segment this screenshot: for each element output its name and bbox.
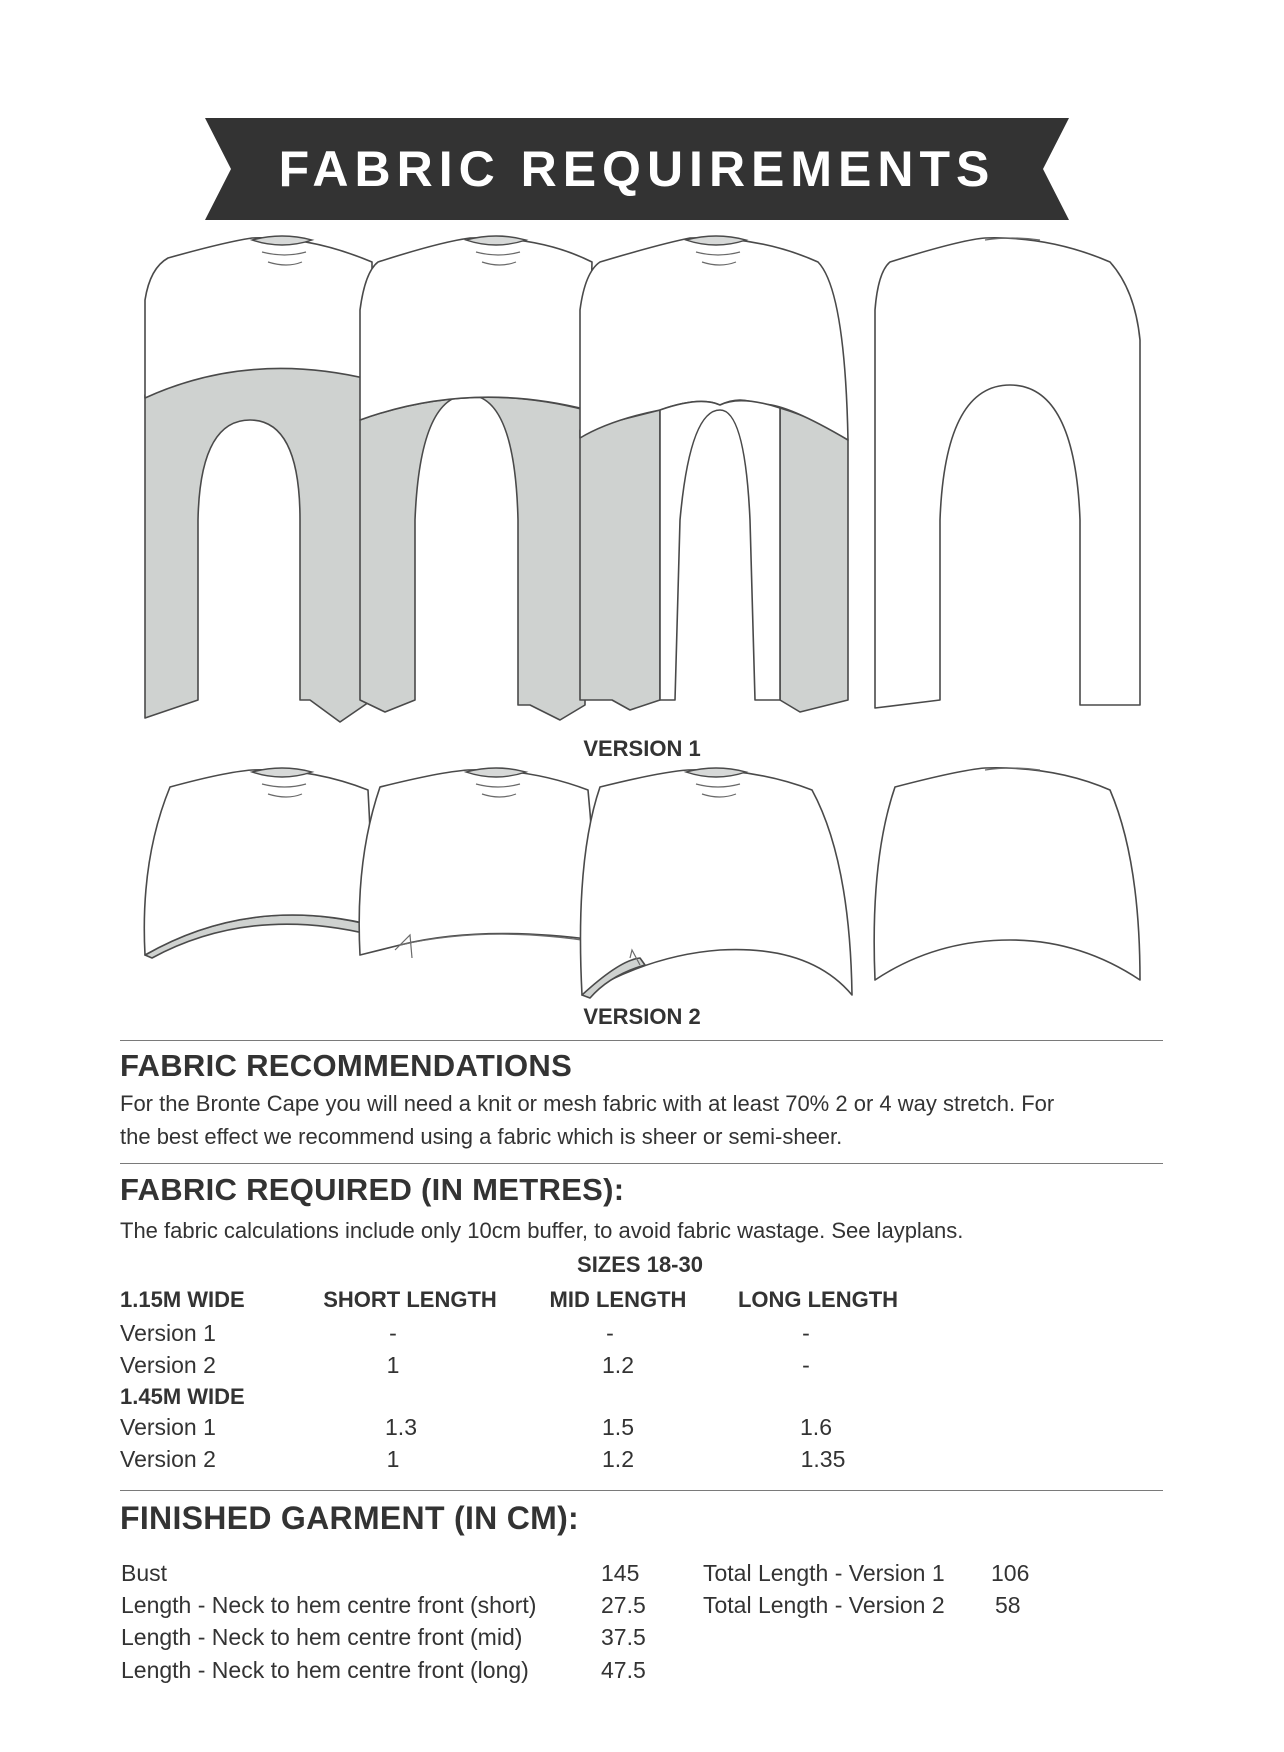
- measurement-label: Length - Neck to hem centre front (mid): [121, 1624, 523, 1650]
- width-label-115: 1.15M WIDE: [120, 1287, 245, 1312]
- version-1-caption: VERSION 1: [583, 736, 701, 761]
- total-length-label: Total Length - Version 1: [703, 1560, 945, 1586]
- measurement-value: 37.5: [601, 1624, 646, 1650]
- table-cell: -: [802, 1320, 810, 1346]
- column-long-length: LONG LENGTH: [737, 1287, 899, 1312]
- measurement-value: 27.5: [601, 1592, 646, 1618]
- measurement-value: 145: [601, 1560, 640, 1586]
- recommendations-line-2: the best effect we recommend using a fabric which is sheer or semi-sheer.: [120, 1124, 843, 1149]
- table-cell: -: [802, 1352, 810, 1378]
- fabric-recommendations-heading: FABRIC RECOMMENDATIONS: [120, 1048, 573, 1083]
- v1-garment-back: [875, 238, 1140, 708]
- table-cell: 1.35: [800, 1446, 846, 1472]
- table-cell: -: [606, 1320, 614, 1346]
- table-cell: 1.2: [602, 1352, 634, 1378]
- table-cell: 1: [386, 1446, 400, 1472]
- measurement-label: Bust: [121, 1560, 168, 1586]
- page-title: FABRIC REQUIREMENTS: [278, 141, 996, 197]
- fabric-required-heading: FABRIC REQUIRED (IN METRES):: [120, 1172, 625, 1207]
- width-label-145: 1.45M WIDE: [120, 1384, 245, 1409]
- sizes-label: SIZES 18-30: [577, 1252, 703, 1277]
- table-cell: -: [389, 1320, 397, 1346]
- version-2-caption: VERSION 2: [583, 1004, 701, 1029]
- table-cell: 1.5: [602, 1414, 634, 1440]
- measurement-label: Length - Neck to hem centre front (short): [121, 1592, 537, 1618]
- measurement-value: 47.5: [601, 1657, 646, 1683]
- v2-garment-3: [580, 768, 852, 998]
- column-mid-length: MID LENGTH: [549, 1287, 687, 1312]
- total-length-value: 58: [995, 1592, 1021, 1618]
- table-cell: 1: [386, 1352, 400, 1378]
- row-label: Version 2: [120, 1352, 216, 1378]
- table-cell: 1.2: [602, 1446, 634, 1472]
- measurement-label: Length - Neck to hem centre front (long): [121, 1657, 529, 1683]
- table-cell: 1.6: [800, 1414, 832, 1440]
- finished-garment-heading: FINISHED GARMENT (IN CM):: [120, 1500, 580, 1536]
- fabric-recommendations-text: [120, 1087, 1140, 1153]
- total-length-label: Total Length - Version 2: [703, 1592, 945, 1618]
- v2-garment-2: [359, 768, 595, 958]
- row-label: Version 2: [120, 1446, 216, 1472]
- v1-garment-long: [580, 236, 848, 712]
- divider: [120, 1163, 1163, 1164]
- row-label: Version 1: [120, 1414, 216, 1440]
- fabric-required-note: The fabric calculations include only 10cm buffer, to avoid fabric wastage. See layplans.: [120, 1218, 964, 1243]
- column-short-length: SHORT LENGTH: [323, 1287, 497, 1312]
- v1-garment-short: [145, 236, 372, 722]
- divider: [120, 1490, 1163, 1491]
- v2-garment-1: [144, 768, 372, 958]
- row-label: Version 1: [120, 1320, 216, 1346]
- recommendations-line-1: For the Bronte Cape you will need a knit or mesh fabric with at least 70% 2 or 4 way stretch. For: [120, 1091, 1055, 1116]
- total-length-value: 106: [991, 1560, 1030, 1586]
- table-cell: 1.3: [385, 1414, 417, 1440]
- v2-garment-back: [874, 768, 1140, 980]
- v1-garment-mid: [360, 236, 592, 720]
- divider: [120, 1040, 1163, 1041]
